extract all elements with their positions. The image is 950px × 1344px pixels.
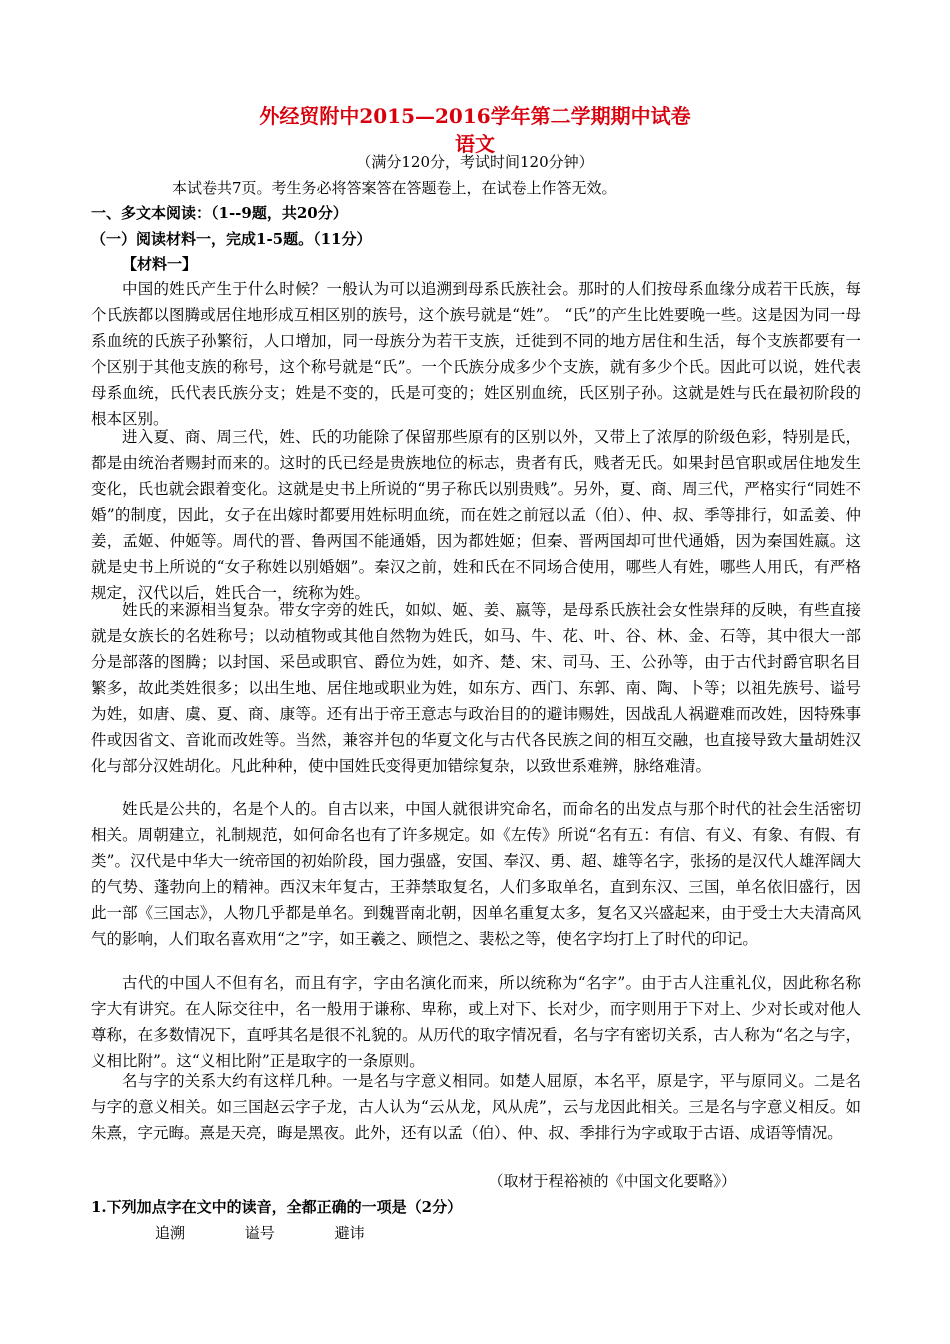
source-citation: （取材于程裕祯的《中国文化要略》） — [488, 1172, 736, 1190]
word-item: 追溯 — [155, 1224, 186, 1242]
section-heading: 一、多文本阅读：（1--9题，共20分） — [91, 204, 348, 222]
paragraph-4: 姓氏是公共的，名是个人的。自古以来，中国人就很讲究命名，而命名的出发点与那个时代的社会生活密切相关。周朝建立，礼制规范，如何命名也有了许多规定。如《左传》所说“名有五：有信、有义、有象、有假、有类”。汉代是中华大一统帝国的初始阶段，国力强盛，安国、奉汉、勇、超、雄等名字，张扬的是汉代人雄浑阔大的气势、蓬勃向上的精神。西汉末年复古，王莽禁取复名，人们多取单名，直到东汉、三国，单名依旧盛行，因此一部《三国志》，人物几乎都是单名。到魏晋南北朝，因单名重复太多，复名又兴盛起来，由于受士大夫清高风气的影响，人们取名喜欢用“之”字，如王羲之、顾恺之、裴松之等，使名字均打上了时代的印记。 — [91, 800, 861, 948]
paragraph-5: 古代的中国人不但有名，而且有字，字由名演化而来，所以统称为“名字”。由于古人注重礼仪，因此称名称字大有讲究。在人际交往中，名一般用于谦称、卑称，或上对下、长对少，而字则用于下对上、少对长或对他人尊称，在多数情况下，直呼其名是很不礼貌的。从历代的取字情况看，名与字有密切关系，古人称为“名之与字，义相比附”。这“义相比附”正是取字的一条原则。 — [91, 974, 861, 1070]
paragraph-6: 名与字的关系大约有这样几种。一是名与字意义相同。如楚人屈原，本名平，原是字，平与原同义。二是名与字的意义相关。如三国赵云字子龙，古人认为“云从龙，风从虎”，云与龙因此相关。三是名与字意义相反。如朱熹，字元晦。熹是天亮，晦是黑夜。此外，还有以孟（伯）、仲、叔、季排行为字或取于古语、成语等情况。 — [91, 1072, 861, 1142]
paragraph-2: 进入夏、商、周三代，姓、氏的功能除了保留那些原有的区别以外，又带上了浓厚的阶级色彩，特别是氏，都是由统治者赐封而来的。这时的氏已经是贵族地位的标志，贵者有氏，贱者无氏。如果封邑官职或居住地发生变化，氏也就会跟着变化。这就是史书上所说的“男子称氏以别贵贱”。另外，夏、商、周三代，严格实行“同姓不婚”的制度，因此，女子在出嫁时都要用姓标明血统，而在姓之前冠以孟（伯）、仲、叔、季等排行，如孟姜、仲姜，孟姬、仲姬等。周代的晋、鲁两国不能通婚，因为都姓姬；但秦、晋两国却可世代通婚，因为秦国姓嬴。这就是史书上所说的“女子称姓以别婚姻”。秦汉之前，姓和氏在不同场合使用，哪些人有姓，哪些人用氏，有严格规定，汉代以后，姓氏合一，统称为姓。 — [91, 428, 861, 602]
question-1-stem: 1.下列加点字在文中的读音，全都正确的一项是（2分） — [91, 1198, 463, 1216]
material-label: 【材料一】 — [122, 255, 198, 273]
word-item: 避讳 — [334, 1224, 365, 1242]
exam-title: 外经贸附中2015—2016学年第二学期期中试卷 — [259, 104, 691, 128]
question-1-words — [155, 1222, 420, 1243]
exam-notice: 本试卷共7页。考生务必将答案答在答题卷上，在试卷上作答无效。 — [172, 179, 617, 197]
paragraph-1: 中国的姓氏产生于什么时候？一般认为可以追溯到母系氏族社会。那时的人们按母系血缘分成若干氏族，每个氏族都以图腾或居住地形成互相区别的族号，这个族号就是“姓”。 “氏”的产生比姓要晚一些。这是因为同一母系血统的氏族子孙繁衍，人口增加，同一母族分为若干支族，迁徙到不同的地方居住和生活，每个支族都要有一个区别于其他支族的称号，这个称号就是“氏”。一个氏族分成多少个支族，就有多少个氏。因此可以说，姓代表母系血统，氏代表氏族分支；姓是不变的，氏是可变的；姓区别血统，氏区别子孙。这就是姓与氏在最初阶段的根本区别。 — [91, 280, 861, 428]
word-item: 谥号 — [244, 1224, 275, 1242]
part-heading: （一）阅读材料一，完成1-5题。（11分） — [91, 230, 372, 248]
exam-subject: 语文 — [455, 132, 495, 156]
exam-meta: （满分120分，考试时间120分钟） — [356, 153, 594, 171]
paragraph-3: 姓氏的来源相当复杂。带女字旁的姓氏，如姒、姬、姜、嬴等，是母系氏族社会女性崇拜的反映，有些直接就是女族长的名姓称号；以动植物或其他自然物为姓氏，如马、牛、花、叶、谷、林、金、石等，其中很大一部分是部落的图腾；以封国、采邑或职官、爵位为姓，如齐、楚、宋、司马、王、公孙等，由于古代封爵官职名目繁多，故此类姓很多；以出生地、居住地或职业为姓，如东方、西门、东郭、南、陶、卜等；以祖先族号、谥号为姓，如唐、虞、夏、商、康等。还有出于帝王意志与政治目的的避讳赐姓，因战乱人祸避难而改姓，因特殊事件或因省文、音讹而改姓等。当然，兼容并包的华夏文化与古代各民族之间的相互交融，也直接导致大量胡姓汉化与部分汉姓胡化。凡此种种，使中国姓氏变得更加错综复杂，以致世系难辨，脉络难清。 — [91, 601, 861, 775]
